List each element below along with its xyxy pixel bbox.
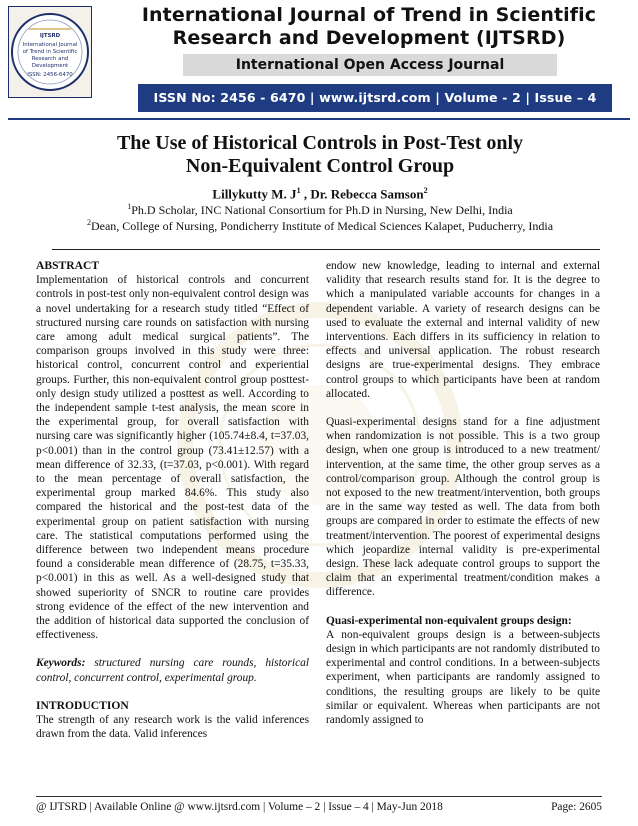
logo-line: Research and: [31, 56, 69, 62]
paper-title-line: The Use of Historical Controls in Post-Test only: [116, 132, 524, 154]
author-name: Lillykutty M. J: [212, 186, 297, 202]
open-access-banner: International Open Access Journal: [183, 54, 557, 76]
journal-title: [124, 4, 614, 50]
abstract-text: Implementation of historical controls and concurrent controls in post-test only non-equivalent control design was a novel undertaking for a research study titled “Effect of structured nursing care rounds on satisfaction with nursing care among adult medical surgical patients”. The comparison groups involved in this study were three: historical control, concurrent control and experiential groups. Further, this non-equivalent control group posttest-only design study utilized a posttest as well. According to the independent sample t-test analysis, the mean score in the experimental group, for overall satisfaction with nursing care was significantly higher (105.74±8.4, t=37.03, p<0.001) than in the control group (73.41±12.57) with a mean difference of 32.33, (t=37.03, p<0.001). With regard to the mean percentage of overall satisfaction, the experimental group marked 84.6%. This study also compared the historical and the post-test data of the experimental group on patient satisfaction with nursing care. The statistical computations performed using the difference between two independent means procedure found a considerable mean difference of (28.75, t=35.33, p<0.001) in this as well. As a well-designed study that showed superiority of SNCR to routine care provides strong evidence of the effect of the new intervention and the addition of historical data supported the conclusion of effectiveness.: [36, 274, 309, 642]
keywords-label: Keywords:: [36, 657, 86, 670]
logo-line: Development: [31, 63, 69, 69]
right-column: [326, 259, 600, 727]
logo-line: of Trend in Scientific: [22, 49, 78, 55]
paper-title: [40, 132, 600, 178]
body-paragraph: A non-equivalent groups design is a between-subjects design in which participants are not randomly distributed to experimental and control conditions. In a between-subjects experiment, when participants are randomly assigned to conditions, the resulting groups are likely to be quite similar or equivalent. Whereas when participants are not randomly assigned to: [326, 628, 600, 727]
author-name: Dr. Rebecca Samson: [310, 186, 424, 202]
body-paragraph: Quasi-experimental designs stand for a fine adjustment when randomization is not possible. This is a two group design, when one group is introduced to a new treatment/ intervention, at the same time, the other group serves as a control/comparison group. Although the control group is not exposed to the new treatment/intervention, both groups are in the same way tested as well. The data from both groups are compared in order to estimate the effects of new treatment/intervention. The poorest of experimental designs which jeopardize internal validity is pre-experimental design. These lack adequate control groups to support the claim that an experimental treatment/condition makes a difference.: [326, 416, 600, 599]
affiliation: [20, 215, 620, 234]
introduction-heading: INTRODUCTION: [36, 698, 129, 712]
author-separator: ,: [300, 186, 311, 202]
title-divider: [52, 249, 600, 250]
paper-title-line: Non-Equivalent Control Group: [185, 155, 455, 177]
affiliation-text: Dean, College of Nursing, Pondicherry Institute of Medical Sciences Kalapet, Puducherry, India: [90, 219, 554, 233]
keywords-text: structured nursing care rounds, historical control, concurrent control, experimental group.: [36, 657, 309, 684]
page-footer: [36, 800, 602, 814]
footer-citation: @ IJTSRD | Available Online @ www.ijtsrd.com | Volume – 2 | Issue – 4 | May-Jun 2018: [36, 801, 443, 813]
abstract-heading: ABSTRACT: [36, 259, 100, 272]
section-subheading: Quasi-experimental non-equivalent groups design:: [326, 614, 572, 627]
left-column: [36, 259, 309, 742]
issn-bar: ISSN No: 2456 - 6470 | www.ijtsrd.com | Volume - 2 | Issue – 4: [138, 84, 612, 112]
journal-logo: [8, 6, 92, 98]
page-number: Page: 2605: [551, 801, 602, 813]
author-sup: 2: [423, 186, 428, 195]
logo-line: International Journal: [22, 42, 78, 48]
logo-line: ISSN: 2456-6470: [27, 72, 73, 78]
body-paragraph: endow new knowledge, leading to internal and external validity that research results stand for. It is the degree to which a manipulated variable accounts for changes in a dependent variable. A variety of research designs can be used to evaluate the external and internal validity of new interventions. Each differs in its sufficiency in relation to effects and universal application. The robust research designs are true-experimental designs. They embrace control groups to which participants have been at random allocated.: [326, 260, 600, 400]
author-sup: 1: [296, 186, 301, 195]
introduction-text: The strength of any research work is the valid inferences drawn from the data. Valid inferences: [36, 714, 309, 741]
affiliation-sup: 1: [127, 202, 132, 211]
journal-title-line: Research and Development (IJTSRD): [172, 27, 566, 49]
journal-title-line: International Journal of Trend in Scientific: [141, 4, 597, 26]
affiliation-text: Ph.D Scholar, INC National Consortium for Ph.D in Nursing, New Delhi, India: [131, 203, 513, 217]
header-divider: [8, 118, 630, 120]
footer-divider: [36, 796, 602, 797]
logo-line: IJTSRD: [39, 33, 61, 39]
keywords: [36, 656, 309, 684]
affiliation-sup: 2: [86, 218, 91, 227]
